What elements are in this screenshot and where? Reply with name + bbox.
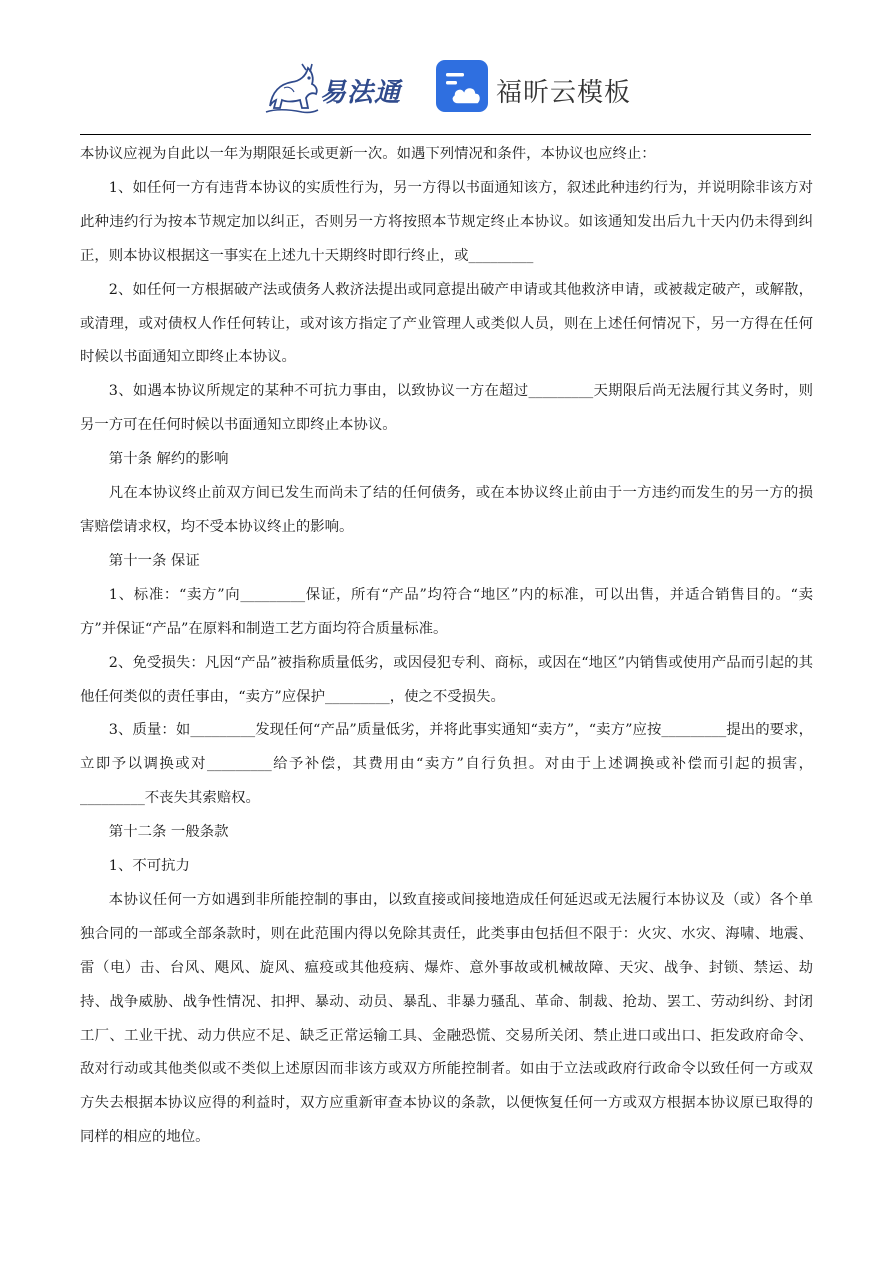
- header-divider: [80, 134, 811, 135]
- clause-termination-force-majeure: 3、如遇本协议所规定的某种不可抗力事由，以致协议一方在超过_________天期限后尚无法履行其义务时，则另一方可在任何时候以书面通知立即终止本协议。: [80, 383, 813, 434]
- document-cloud-icon: [436, 60, 488, 112]
- clause-force-majeure-text: 本协议任何一方如遇到非所能控制的事由，以致直接或间接地造成任何延迟或无法履行本协议及（或）各个单独合同的一部或全部条款时，则在此范围内得以免除其责任，此类事由包括但不限于：火灾、水灾、海啸、地震、雷（电）击、台风、飓风、旋风、瘟疫或其他疫病、爆炸、意外事故或机械故障、天灾、战争、封锁、禁运、劫持、战争威胁、战争性情况、扣押、暴动、动员、暴乱、非暴力骚乱、革命、制裁、抢劫、罢工、劳动纠纷、封闭工厂、工业干扰、动力供应不足、缺乏正常运输工具、金融恐慌、交易所关闭、禁止进口或出口、拒发政府命令、敌对行动或其他类似或不类似上述原因而非该方或双方所能控制者。如由于立法或政府行政命令以致任何一方或双方失去根据本协议应得的利益时，双方应重新审查本协议的条款，以便恢复任何一方或双方根据本协议原已取得的同样的相应的地位。: [80, 891, 813, 1146]
- clause-warranty-quality: 3、质量：如_________发现任何“产品”质量低劣，并将此事实通知“卖方”，“卖方”应按_________提出的要求，立即予以调换或对_________给予补偿，其费用由“卖方”自行负担。对由于上述调换或补偿而引起的损害，_________不丧失其索赔权。: [80, 722, 813, 807]
- clause-warranty-standard: 1、标准：“卖方”向_________保证，所有“产品”均符合“地区”内的标准，可以出售，并适合销售目的。“卖方”并保证“产品”在原料和制造工艺方面均符合质量标准。: [80, 586, 813, 637]
- clause-force-majeure-heading: 1、不可抗力: [108, 858, 190, 875]
- article-10-text: 凡在本协议终止前双方间已发生而尚未了结的任何债务，或在本协议终止前由于一方违约而发生的另一方的损害赔偿请求权，均不受本协议终止的影响。: [80, 485, 813, 535]
- paragraph-continuation: 本协议应视为自此以一年为期限延长或更新一次。如遇下列情况和条件，本协议也应终止：: [80, 146, 656, 162]
- document-body: [80, 138, 813, 1155]
- article-10-heading: 第十条 解约的影响: [108, 451, 229, 468]
- clause-termination-bankruptcy: 2、如任何一方根据破产法或债务人救济法提出或同意提出破产申请或其他救济申请，或被裁定破产，或解散，或清理，或对债权人作任何转让，或对该方指定了产业管理人或类似人员，则在上述任何情况下，另一方得在任何时候以书面通知立即终止本协议。: [80, 281, 813, 366]
- qilin-logo-icon: [262, 62, 322, 116]
- clause-termination-breach: 1、如任何一方有违背本协议的实质性行为，另一方得以书面通知该方，叙述此种违约行为，并说明除非该方对此种违约行为按本节规定加以纠正，否则另一方将按照本节规定终止本协议。如该通知发出后九十天内仍未得到纠正，则本协议根据这一事实在上述九十天期终时即行终止，或_________: [80, 179, 813, 264]
- yifatong-brand-text: 易法通: [320, 78, 402, 108]
- article-12-heading: 第十二条 一般条款: [108, 824, 229, 841]
- clause-warranty-indemnity: 2、免受损失：凡因“产品”被指称质量低劣，或因侵犯专利、商标，或因在“地区”内销售或使用产品而引起的其他任何类似的责任事由，“卖方”应保护_________，使之不受损失。: [80, 654, 813, 705]
- article-11-heading: 第十一条 保证: [108, 552, 200, 569]
- page-header: [0, 58, 893, 120]
- yifatong-logo: [262, 62, 414, 116]
- foxit-brand-text: 福昕云模板: [496, 78, 632, 108]
- foxit-template-logo: [436, 60, 636, 116]
